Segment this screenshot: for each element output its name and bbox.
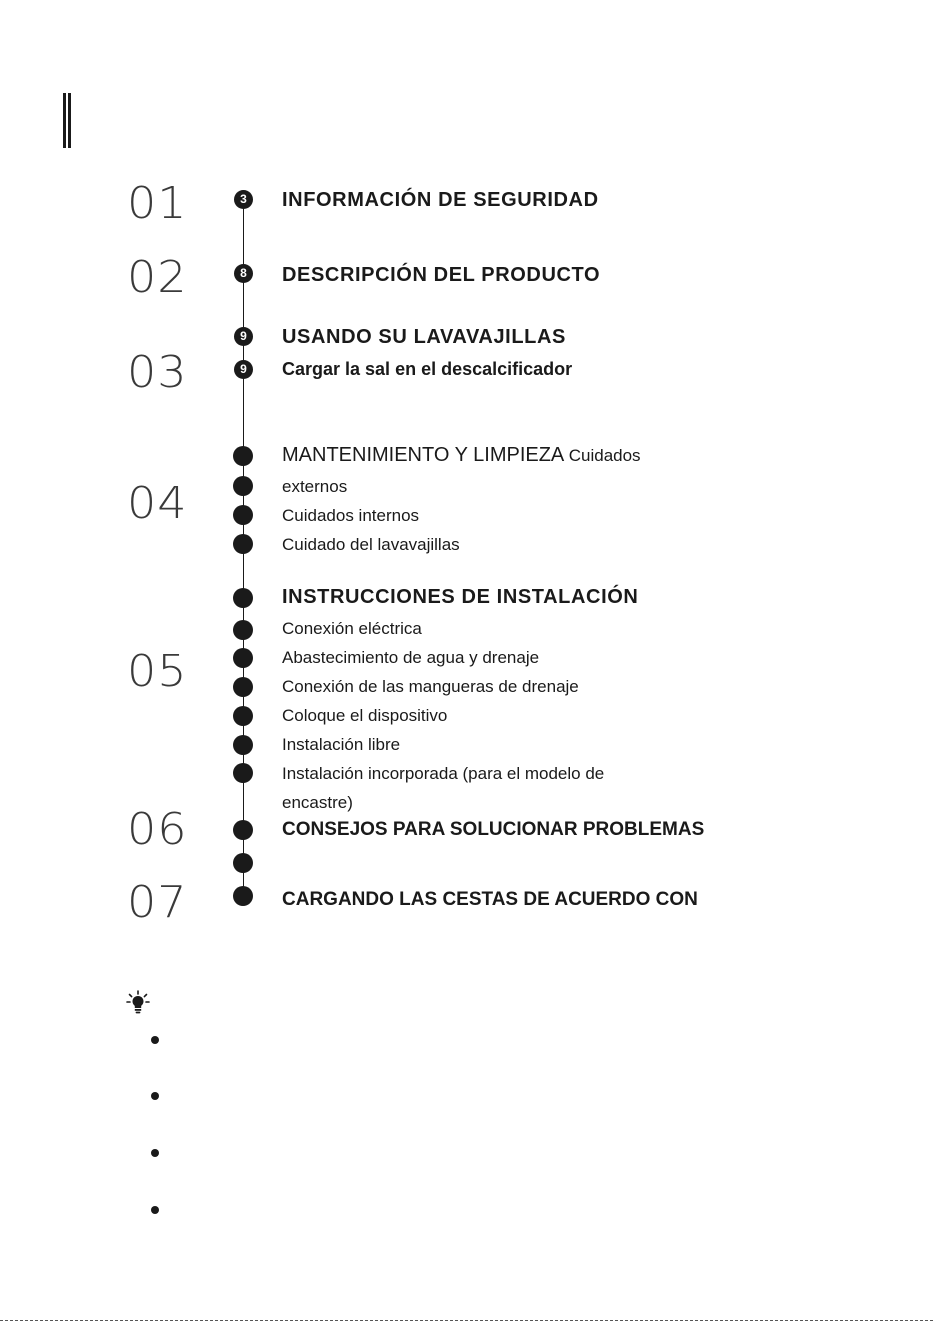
section-number-03: 03 [127, 346, 188, 398]
toc-entry-incorporada[interactable]: Instalación incorporada (para el modelo de [282, 764, 605, 783]
toc-entry-mangueras[interactable]: Conexión de las mangueras de drenaje [282, 677, 579, 696]
page-badge-cargar-sal: 9 [234, 360, 253, 379]
toc-entry-cargando[interactable]: CARGANDO LAS CESTAS DE ACUERDO CON [282, 889, 698, 910]
page-badge-seguridad: 3 [234, 190, 253, 209]
timeline-dot [233, 588, 253, 608]
section-number-06: 06 [127, 803, 188, 855]
timeline-dot [233, 706, 253, 726]
timeline-dot [233, 763, 253, 783]
bullet-dot-icon [151, 1092, 159, 1100]
toc-entry-instalacion[interactable]: INSTRUCCIONES DE INSTALACIÓN [282, 586, 639, 608]
toc-entry-descripcion[interactable]: DESCRIPCIÓN DEL PRODUCTO [282, 264, 601, 286]
toc-entry-libre[interactable]: Instalación libre [282, 735, 401, 754]
bullet-dot-icon [151, 1206, 159, 1214]
toc-entry-mantenimiento[interactable] [282, 444, 641, 467]
toc-entry-externos[interactable]: externos [282, 477, 348, 496]
toc-entry-internos[interactable]: Cuidados internos [282, 506, 420, 525]
section-number-05: 05 [127, 645, 188, 697]
toc-entry-usando[interactable]: USANDO SU LAVAVAJILLAS [282, 326, 566, 348]
bullet-dot-icon [151, 1036, 159, 1044]
toc-entry-cuidado-lavavajillas[interactable]: Cuidado del lavavajillas [282, 535, 460, 554]
section-number-02: 02 [127, 251, 188, 303]
section-number-04: 04 [127, 477, 188, 529]
timeline-dot [233, 476, 253, 496]
toc-entry-mantenimiento-inline: Cuidados [568, 446, 641, 465]
toc-entry-conexion-electrica[interactable]: Conexión eléctrica [282, 619, 422, 638]
timeline-dot [233, 820, 253, 840]
toc-entry-mantenimiento-title: MANTENIMIENTO Y LIMPIEZA [282, 444, 564, 466]
toc-entry-cargar-sal[interactable]: Cargar la sal en el descalcificador [282, 359, 573, 379]
section-number-07: 07 [127, 876, 188, 928]
corner-bar-right [68, 93, 71, 148]
toc-entry-seguridad[interactable]: INFORMACIÓN DE SEGURIDAD [282, 189, 599, 211]
timeline-dot [233, 886, 253, 906]
toc-entry-coloque[interactable]: Coloque el dispositivo [282, 706, 448, 725]
timeline-dot [233, 735, 253, 755]
toc-entry-consejos[interactable]: CONSEJOS PARA SOLUCIONAR PROBLEMAS [282, 819, 705, 840]
timeline-dot [233, 505, 253, 525]
bullet-dot-icon [151, 1149, 159, 1157]
section-number-01: 01 [127, 177, 188, 229]
timeline-dot [233, 853, 253, 873]
lightbulb-icon [126, 990, 150, 1016]
toc-entry-abastecimiento[interactable]: Abastecimiento de agua y drenaje [282, 648, 540, 667]
timeline-dot [233, 534, 253, 554]
bottom-divider [0, 1320, 933, 1321]
timeline-dot [233, 648, 253, 668]
timeline-dot [233, 446, 253, 466]
page-badge-usando: 9 [234, 327, 253, 346]
timeline-dot [233, 677, 253, 697]
toc-entry-encastre[interactable]: encastre) [282, 793, 353, 812]
page-badge-descripcion: 8 [234, 264, 253, 283]
timeline-dot [233, 620, 253, 640]
corner-bar-left [63, 93, 66, 148]
